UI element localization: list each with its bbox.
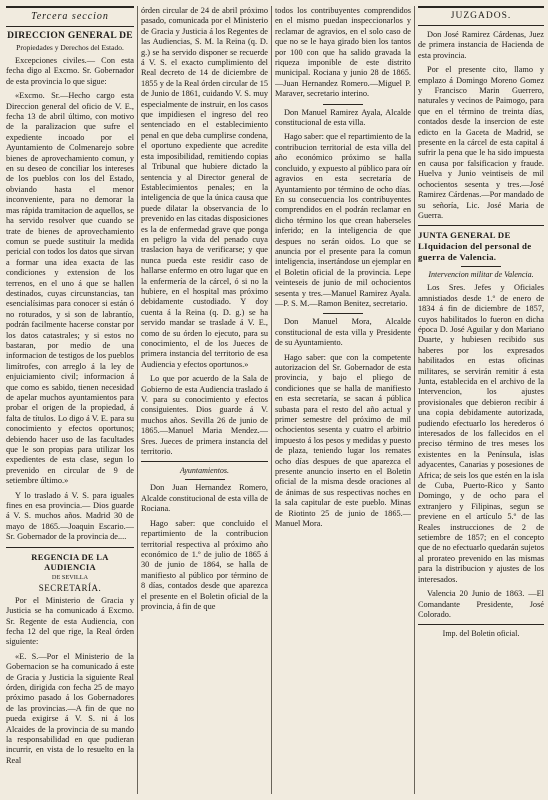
- printer-footer: Imp. del Boletin oficial.: [442, 629, 520, 639]
- juzgados-heading: JUZGADOS.: [450, 11, 512, 21]
- paragraph: «E. S.—Por el Ministerio de la Gobernacion se ha comunicado á este de Gracia y Justicia la siguiente Real órden, dirigida con fecha 25 de mayo próximo pasado á los Gobernadores de las provincias.—A fin de que no pueda exigirse á V. S. ni á los Alcaides de la provincia de su mando la responsabilidad en que pudieran incurrir, en vista de lo resuelto en la Real: [6, 651, 134, 765]
- paragraph: Don Manuel Ramirez Ayala, Alcalde constitucional de esta villa.: [275, 107, 411, 128]
- section-title: Tercera seccion: [31, 11, 109, 22]
- paragraph: Valencia 20 Junio de 1863. —El Comandante Presidente, José Colorado.: [418, 589, 544, 619]
- column-1: [6, 6, 134, 796]
- short-rule: [461, 266, 501, 267]
- paragraph: Por el presente cito, llamo y emplazo á Domingo Moreno Gomez y Francisco Marin Guerrero, naturales y vecinos de Paimogo, para que en el término de treinta días, contados desde la insercion de este edicto en la Gaceta de Madrid, se presente en la cárcel de esta capital á sufrir la pena que le ha sido impuesta en causa por falsificacion y fraude. Huelva y Junio veintiseis de mil ochocientos sesenta y tres.—José Ramirez Cárdenas.—Por mandado de su señoría, Lic. José Maria de Guerra.: [418, 65, 544, 220]
- column-3: [275, 6, 411, 796]
- short-rule: [323, 104, 363, 105]
- divider: [418, 25, 544, 26]
- column-rule: [414, 6, 415, 794]
- divider: [6, 26, 134, 27]
- paragraph: Hago saber: que el repartimiento de la contribucion territorial de esta villa del año económico próximo se halla concluido, y expuesto al público para oír agravios en esta secretaría de Ayuntamiento por término de ocho días. En su consecuencia los contribuyentes comprendidos en el podrán reclamar en dicho término los que crean haberseles inferido; en la inteligencia de que despues no serán oidos. Lo que se anuncia por el presente para la comun inteligencia, insertándose un ejemplar en el Boletin oficial de la provincia. Lepe veinteseis de junio de mil ochocientos sesenta y tres.—Manuel Ramirez Ayala.—P. S. M.—Ramon Benitez, secretario.: [275, 132, 411, 308]
- column-rule: [137, 6, 138, 794]
- intervencion-heading: Intervencion militar de Valencia.: [428, 270, 534, 280]
- paragraph: «Excmo. Sr.—Hecho cargo esta Direccion general del oficio de V. E., fecha 13 de abril último, con motivo de la paralizacion que sufre el expediente incoado por el Ayuntamiento de Colmenarejo sobre bienes de aprovechamiento comun, y en su deseo de conciliar los intereses de los pueblos con los del Estado, obviando hasta el menor inconveniente, para no demorar la mas rápida tramitacion de aquellos, se ha servido resolver que cuando se trate de bienes de aprovechamiento comun se puede sustituir la medida pericial con todos los datos que sirvan a formar una idea exacta de las condiciones y extension de los terrenos, en el uno á que se hallen destinados, cuyas circunstancias, tan esencialísimas para conocer si están ó no roturados, y si son de labrantío, podrán facilmente hacerse constar por los datos catastrales; y si estos no bastaran, por medio de una informacion de testigos de los pueblos limítrofes, con arreglo á la ley de enjuiciamiento civil; informacion á que como es sabido, tienen necesidad de apelar muchos ayuntamientos para probar el origen de la propiedad, á falta de títulos. Lo digo á V. E. para su conocimiento y efectos oportunos; debiendo hacer uso de las facultades que le son propias para utilizar los expedientes de esta clase, segun lo prevenido en circular de 9 de setiembre último.»: [6, 91, 134, 486]
- paragraph: Hago saber: que concluido el repartimiento de la contribucion territorial respectiva al próximo año económico de 1.º de julio de 1865 á 30 de junio de 1864, se halla de manifiesto al público por término de 8 días, contados desde que aparezca el presente en el Boletin oficial de la provincia, á fin de que: [141, 518, 268, 611]
- column-4: [418, 6, 544, 796]
- divider: [418, 225, 544, 226]
- top-rule: [6, 6, 134, 8]
- ayuntamientos-heading: Ayuntamientos.: [179, 466, 230, 476]
- paragraph: Don José Ramirez Cárdenas, Juez de primera instancia de Hacienda de esta provincia.: [418, 30, 544, 60]
- paragraph: Y lo traslado á V. S. para iguales fines en esa provincia.— Dios guarde á V. S. muchos años. Madrid 30 de mayo de 1865.—Joaquin Escario.—Sr. Gobernador de la provincia de....: [6, 490, 134, 542]
- paragraph: todos los contribuyentes comprendidos en el mismo puedan inspeccionarlos y reclamar de agravios, en el solo caso de que no se le haya girado bien los tantos por 100 con que ha salido gravada la riqueza imponible de este distrito municipal. Rociana y junio 28 de 1865.—Juan Hernandez Romero.—Miguel P. Maraver, secretario interino.: [275, 6, 411, 99]
- top-rule: [418, 6, 544, 8]
- direction-subtitle: Propiedades y Derechos del Estado.: [16, 43, 124, 52]
- paragraph: Hago saber: que con la competente autorizacion del Sr. Gobernador de esta provincia, y bajo el pliego de condiciones que se halla de manifiesto en esta secretaría, se sacan á pública subasta para el resto del año actual y primer semestre del próximo de mil ochocientos sesenta y cuatro el arbitrio impuesto á los pesos y medidas y puesto de plaza, teniendo lugar los remates ocho días despues de que aparezca el presente anuncio inserto en el Boletin oficial de la misma desde oraciones al de ánimas de sus respectivas noches en la sala capitular de este pueblo. Minas de Riotinto 25 de junio de 1865.—Manuel Mora.: [275, 352, 411, 529]
- column-rule: [271, 6, 272, 794]
- paragraph: Lo que por acuerdo de la Sala de Gobierno de esta Audiencia traslado á V. para su conocimiento y efectos consiguientes. Dios guarde á V. muchos años. Sevilla 26 de junio de 1865.—Manuel Maria Mendez.—Sres. Jueces de primera instancia del territorio.: [141, 374, 268, 457]
- paragraph: Por el Ministerio de Gracia y Justicia se ha comunicado á Excmo. Sr. Regente de esta Audiencia, con fecha 12 del que rige, la Real órden siguiente:: [6, 595, 134, 647]
- divider: [6, 547, 134, 548]
- divider: [418, 624, 544, 625]
- secretaria-heading: SECRETARÍA.: [38, 582, 102, 593]
- regency-title: REGENCIA DE LA AUDIENCIA: [31, 551, 109, 572]
- paragraph: Don Juan Hernandez Romero, Alcalde constitucional de esta villa de Rociana.: [141, 483, 268, 514]
- paragraph: Don Manuel Mora, Alcalde constitucional de esta villa y Presidente de su Ayuntamiento.: [275, 317, 411, 348]
- regency-subtitle: DE SEVILLA: [51, 573, 89, 581]
- paragraph: órden circular de 24 de abril próximo pasado, comunicada por el Ministerio de Gracia y Justicia á los Regentes de las Audiencias, S. M. la Reina (q. D. g.) se ha servido disponer se recuerde á V. S. el exacto cumplimiento del Real decreto de 14 de diciembre de 1855 y de la Real órden circular de 15 de Junio de 1861, cuidando V. S. muy especialmente de instruir, en los casos que impidiesen el ingreso del reo sentenciado en el establecimiento penal en que deba cumplirse condena, el oportuno expediente que acredite esta imposibilidad, remitiendo copias al Tribunal que hubiere dictado la sentencia y al Director general de Establecimientos penales; en la inteligencia de que la única causa que puede dilatar la observancia de lo prevenido en las citadas disposiciones es la de enfermedad grave que ponga en peligro la vida del penado cuya traslacion haya de verificarse; y que nunca pueda este residir caso de hallarse enfermo en otro lugar que en la enfermería de la cárcel, ó si no la hubiere, en el hospital mas próximo debidamente custodiado. Y doy cuenta á la Reina (q. D. g.) se ha servido mandar se traslade á V. E., como de su órden lo ejecuto, para su conocimiento, el de los Jueces de primera instancia del territorio de esa Audiencia y efectos oportunos.»: [141, 6, 268, 369]
- divider: [141, 461, 268, 462]
- column-2: [141, 6, 268, 796]
- junta-heading: JUNTA GENERAL DE LIquidacion del personal de guerra de Valencia.: [418, 230, 532, 263]
- short-rule: [323, 313, 363, 314]
- paragraph: Excepciones civiles.— Con esta fecha digo al Excmo. Sr. Gobernador de esta provincia lo que sigue:: [6, 56, 134, 86]
- direction-title: DIRECCION GENERAL DE: [7, 31, 133, 41]
- paragraph: Los Sres. Jefes y Oficiales amnistiados desde 1.º de enero de 1834 á fin de diciembre de 1857, cuyos habilitados lo fueron en dicha época D. José Aguilar y don Mariano Duarte, y hubiesen recibido sus haberes por los expresados habilitados en estas oficinas militares, se servirán remitir á esta Junta, establecida en el archivo de la Intervencion, los ajustes provisionales que debieron recibir á una copia debidamente autorizada, pudiendo efectuarlo los herederos ó interesados de los fallecidos en el preciso término de tres meses los existentes en la Península, islas adyacentes, Canarias y posesiones de Africa; de seis los que estén en la isla de Cuba, Puerto-Rico y Santo Domingo, y de ocho para el extranjero y Filipinas, segun se previene en el artículo 5.º de las Reales instrucciones de 2 de setiembre de 1857; en el concepto que de no efectuarlo quedarán sujetos al prorateo prevenido en las mismas para la distribucion y ajustes de los interesados.: [418, 283, 544, 584]
- short-rule: [185, 479, 225, 480]
